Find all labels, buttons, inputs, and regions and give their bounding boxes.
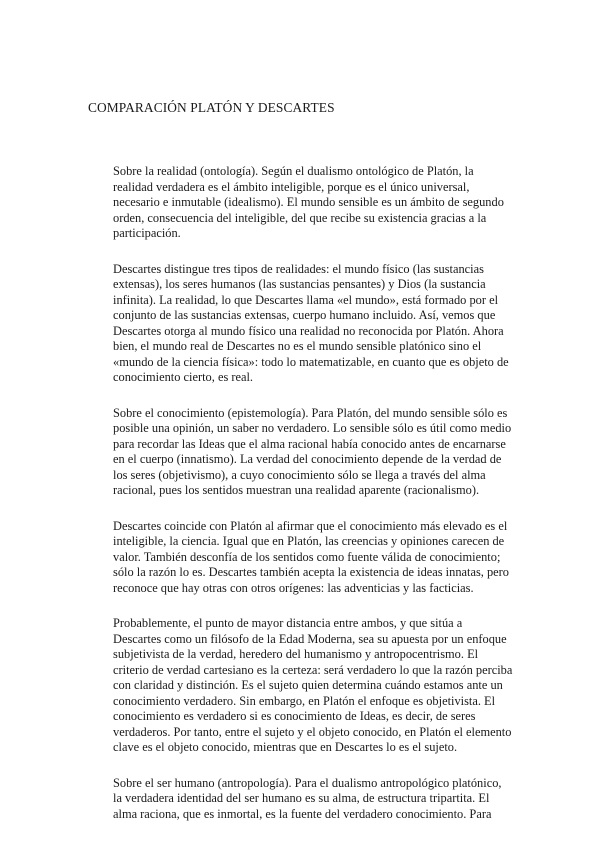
paragraph-epistemologia-platon: Sobre el conocimiento (epistemología). Para Platón, del mundo sensible sólo es posible una opinión, un saber no verdadero. Lo sensible sólo es útil como medio para recordar las Ideas que el alma racional había conocido antes de encarnarse en el cuerpo (innatismo). La verdad del conocimiento depende de la verdad de los seres (objetivismo), a cuyo conocimiento sólo se llega a través del alma racional, pues los sentidos muestran una realidad aparente (racionalismo). [113,405,512,497]
paragraph-subjetivismo-objetivismo: Probablemente, el punto de mayor distancia entre ambos, y que sitúa a Descartes como un filósofo de la Edad Moderna, sea su apuesta por un enfoque subjetivista de la verdad, heredero del humanismo y antropocentrismo. El criterio de verdad cartesiano es la certeza: será verdadero lo que la razón perciba con claridad y distinción. Es el sujeto quien determina cuándo estamos ante un conocimiento verdadero. Sin embargo, en Platón el enfoque es objetivista. El conocimiento es verdadero si es conocimiento de Ideas, es decir, de seres verdaderos. Por tanto, entre el sujeto y el objeto conocido, en Platón el elemento clave es el objeto conocido, mientras que en Descartes lo es el sujeto. [113,616,513,754]
paragraph-antropologia: Sobre el ser humano (antropología). Para el dualismo antropológico platónico, la verdadera identidad del ser humano es su alma, de estructura tripartita. El alma raciona, que es inmortal, es la fuente del verdadero conocimiento. Para [113,775,502,821]
document-title: COMPARACIÓN PLATÓN Y DESCARTES [88,100,335,115]
paragraph-ontologia-platon: Sobre la realidad (ontología). Según el dualismo ontológico de Platón, la realidad verdadera es el ámbito inteligible, porque es el único universal, necesario e inmutable (idealismo). El mundo sensible es un ámbito de segundo orden, consecuencia del inteligible, del que recibe su existencia gracias a la participación. [113,164,504,240]
paragraph-epistemologia-descartes: Descartes coincide con Platón al afirmar que el conocimiento más elevado es el inteligible, la ciencia. Igual que en Platón, las creencias y opiniones carecen de valor. También desconfía de los sentidos como fuente válida de conocimiento; sólo la razón lo es. Descartes también acepta la existencia de ideas innatas, pero reconoce que hay otras con otros orígenes: las adventicias y las facticias. [113,518,509,595]
document-body [113,164,513,822]
paragraph-ontologia-descartes: Descartes distingue tres tipos de realidades: el mundo físico (las sustancias extensas), los seres humanos (las sustancias pensantes) y Dios (la sustancia infinita). La realidad, lo que Descartes llama «el mundo», está formado por el conjunto de las sustancias extensas, cuerpo humano incluido. Así, vemos que Descartes otorga al mundo físico una realidad no reconocida por Platón. Ahora bien, el mundo real de Descartes no es el mundo sensible platónico sino el «mundo de la ciencia física»: todo lo matematizable, en cuanto que es objeto de conocimiento cierto, es real. [113,261,509,384]
